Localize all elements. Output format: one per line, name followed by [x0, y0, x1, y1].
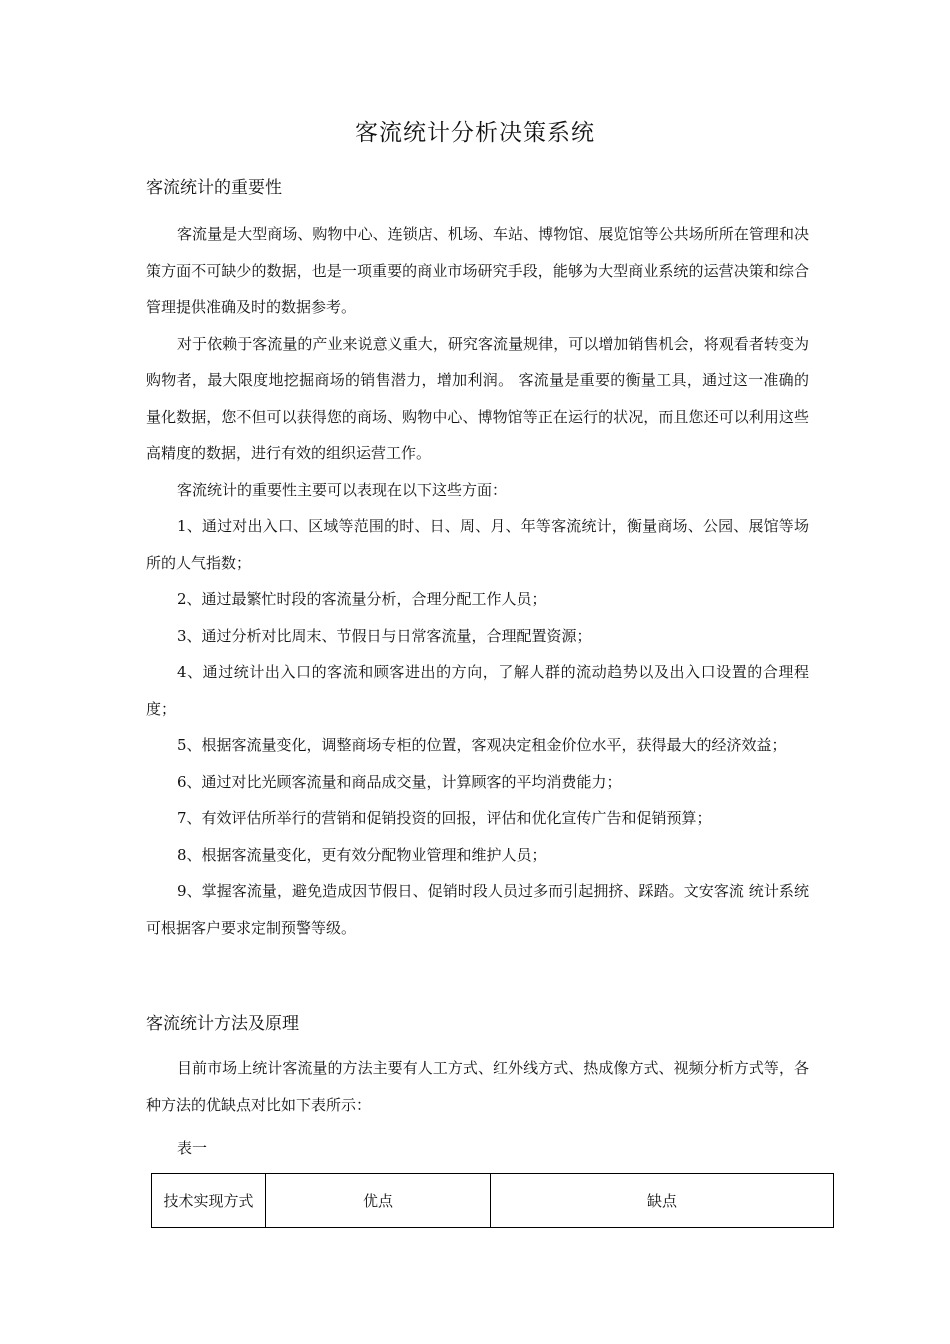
table-header-cell-cons: 缺点	[491, 1174, 834, 1228]
table-header-cell-method: 技术实现方式	[152, 1174, 266, 1228]
list-item: 4、通过统计出入口的客流和顾客进出的方向，了解人群的流动趋势以及出入口设置的合理程度；	[146, 663, 809, 718]
section-heading-methods: 客流统计方法及原理	[146, 1014, 299, 1034]
section-body-methods	[146, 1050, 809, 1123]
list-item: 9、掌握客流量，避免造成因节假日、促销时段人员过多而引起拥挤、踩踏。文安客流 统计系统可根据客户要求定制预警等级。	[146, 882, 809, 937]
section-body-importance	[146, 216, 809, 946]
list-item: 1、通过对出入口、区域等范围的时、日、周、月、年等客流统计，衡量商场、公园、展馆等场所的人气指数；	[146, 517, 809, 572]
paragraph: 客流量是大型商场、购物中心、连锁店、机场、车站、博物馆、展览馆等公共场所所在管理和决策方面不可缺少的数据，也是一项重要的商业市场研究手段，能够为大型商业系统的运营决策和综合管理提供准确及时的数据参考。	[146, 225, 809, 316]
section-heading-importance: 客流统计的重要性	[146, 178, 282, 198]
table-caption: 表一	[177, 1139, 208, 1157]
list-item: 7、有效评估所举行的营销和促销投资的回报，评估和优化宣传广告和促销预算；	[177, 809, 712, 827]
list-item: 5、根据客流量变化，调整商场专柜的位置，客观决定租金价位水平，获得最大的经济效益；	[177, 736, 787, 754]
paragraph: 目前市场上统计客流量的方法主要有人工方式、红外线方式、热成像方式、视频分析方式等，各种方法的优缺点对比如下表所示：	[146, 1059, 809, 1114]
paragraph: 对于依赖于客流量的产业来说意义重大，研究客流量规律，可以增加销售机会，将观看者转变为购物者，最大限度地挖掘商场的销售潜力，增加利润。 客流量是重要的衡量工具，通过这一准确的量化数据，您不但可以获得您的商场、购物中心、博物馆等正在运行的状况，而且您还可以利用这些高精度的数据，进行有效的组织运营工作。	[146, 334, 809, 462]
list-item: 6、通过对比光顾客流量和商品成交量，计算顾客的平均消费能力；	[177, 772, 622, 791]
table-header-cell-pros: 优点	[266, 1174, 491, 1228]
list-item: 3、通过分析对比周末、节假日与日常客流量，合理配置资源；	[177, 626, 592, 645]
list-item: 8、根据客流量变化，更有效分配物业管理和维护人员；	[177, 845, 547, 864]
comparison-table	[151, 1173, 834, 1228]
list-item: 2、通过最繁忙时段的客流量分析，合理分配工作人员；	[177, 590, 547, 608]
table-header-row	[152, 1174, 834, 1228]
paragraph: 客流统计的重要性主要可以表现在以下这些方面：	[177, 480, 508, 499]
document-title: 客流统计分析决策系统	[355, 120, 595, 146]
